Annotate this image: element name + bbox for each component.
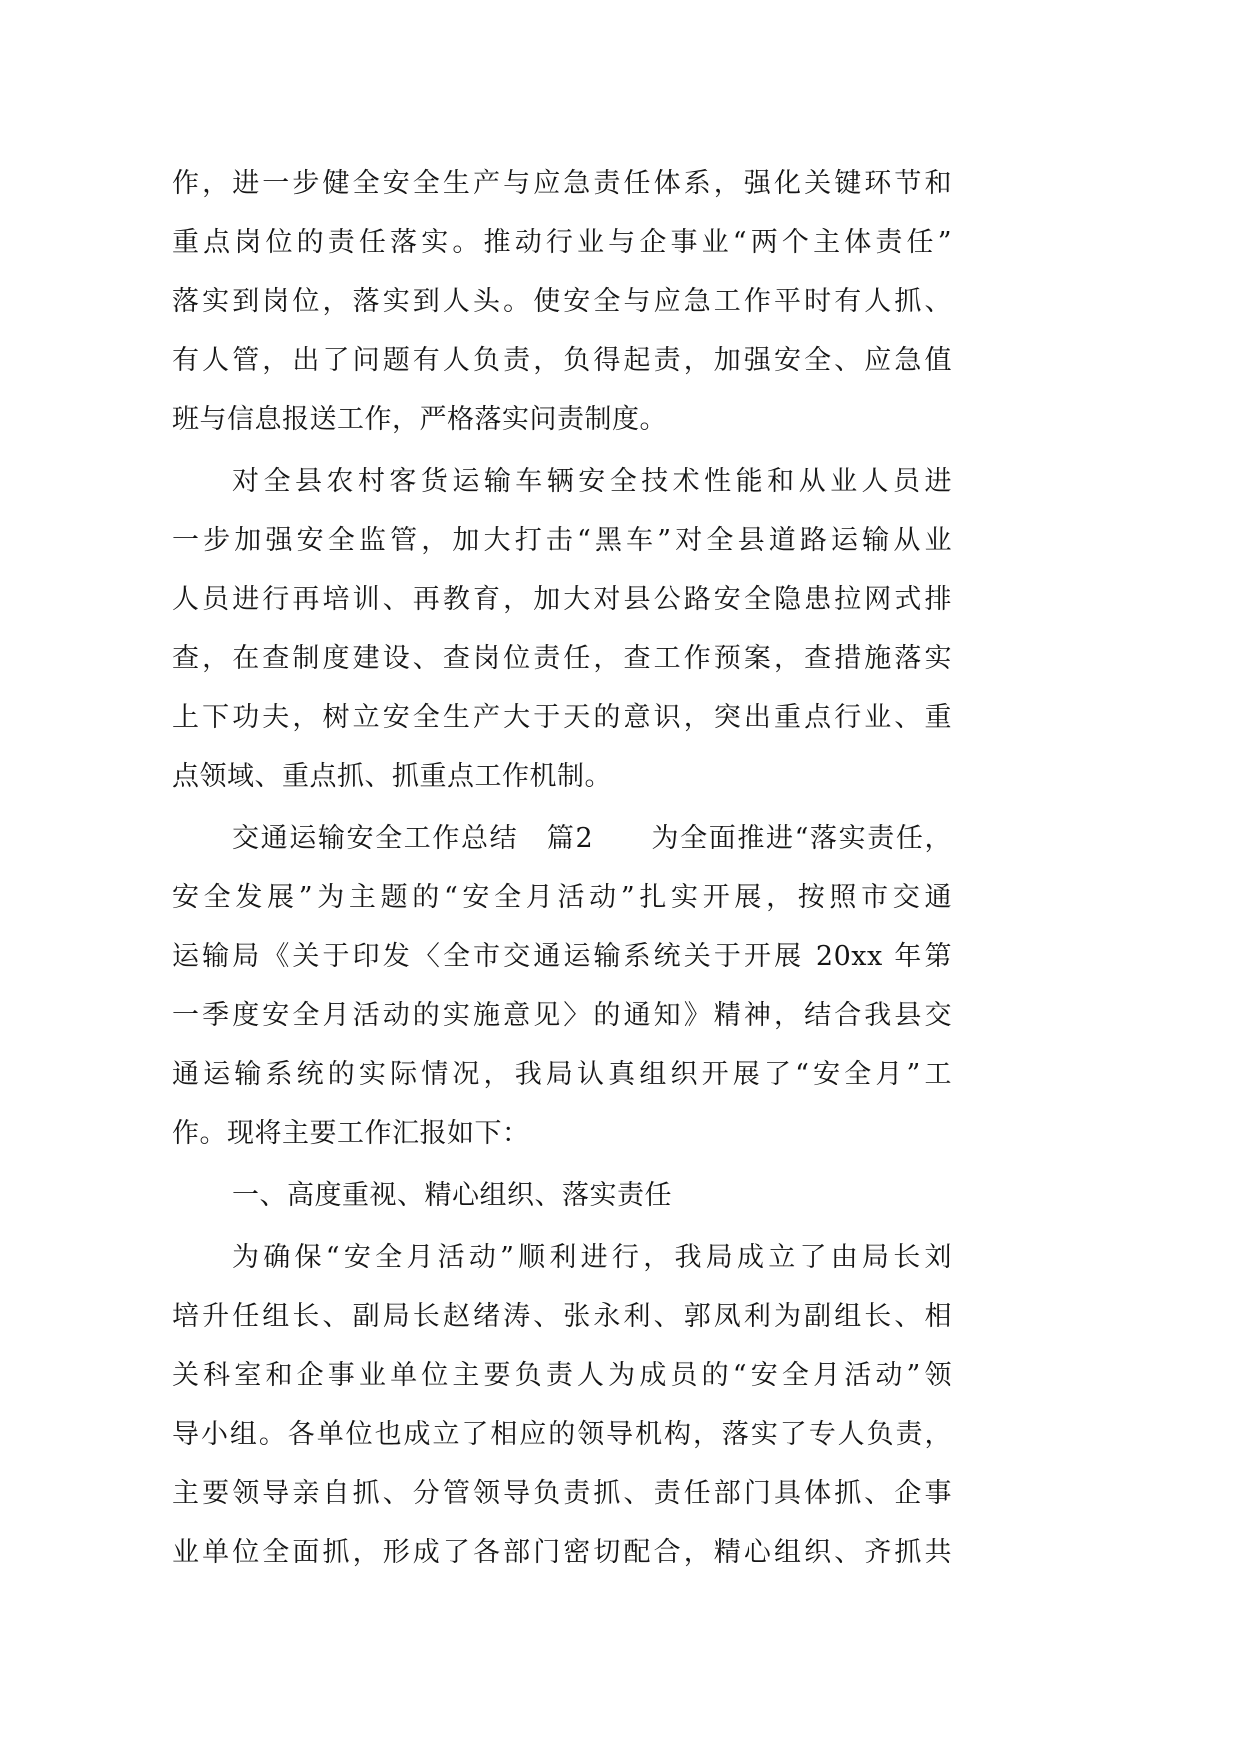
text-line: 重点岗位的责任落实。推动行业与企事业“两个主体责任”: [172, 227, 952, 258]
document-body: [172, 154, 952, 1582]
text-line: 人员进行再培训、再教育，加大对县公路安全隐患拉网式排: [172, 584, 952, 615]
text-line: 主要领导亲自抓、分管领导负责抓、责任部门具体抓、企事: [172, 1478, 952, 1509]
text-line: 业单位全面抓，形成了各部门密切配合，精心组织、齐抓共: [172, 1537, 952, 1568]
text-line: 为确保“安全月活动”顺利进行，我局成立了由局长刘: [232, 1242, 952, 1273]
paragraph: [172, 809, 952, 1163]
paragraph: [172, 452, 952, 806]
text-line: 对全县农村客货运输车辆安全技术性能和从业人员进: [232, 466, 952, 497]
text-line: 导小组。各单位也成立了相应的领导机构，落实了专人负责，: [172, 1419, 952, 1450]
text-line: 交通运输安全工作总结 篇2 为全面推进“落实责任，: [232, 823, 952, 854]
text-line: 作，进一步健全安全生产与应急责任体系，强化关键环节和: [172, 168, 952, 199]
section-heading-text: 一、高度重视、精心组织、落实责任: [232, 1180, 672, 1211]
text-line: 点领域、重点抓、抓重点工作机制。: [172, 761, 612, 792]
text-line: 作。现将主要工作汇报如下：: [172, 1118, 530, 1149]
text-line: 培升任组长、副局长赵绪涛、张永利、郭凤利为副组长、相: [172, 1301, 952, 1332]
text-line: 查，在查制度建设、查岗位责任，查工作预案，查措施落实: [172, 643, 952, 674]
text-line: 落实到岗位，落实到人头。使安全与应急工作平时有人抓、: [172, 286, 952, 317]
paragraph: [172, 1228, 952, 1582]
text-line: 班与信息报送工作，严格落实问责制度。: [172, 404, 667, 435]
text-line: 安全发展”为主题的“安全月活动”扎实开展，按照市交通: [172, 882, 952, 913]
text-line: 一季度安全月活动的实施意见〉的通知》精神，结合我县交: [172, 1000, 952, 1031]
text-line: 一步加强安全监管，加大打击“黑车”对全县道路运输从业: [172, 525, 952, 556]
paragraph: [172, 154, 952, 449]
text-line: 关科室和企事业单位主要负责人为成员的“安全月活动”领: [172, 1360, 952, 1391]
text-line: 通运输系统的实际情况，我局认真组织开展了“安全月”工: [172, 1059, 952, 1090]
text-line: 上下功夫，树立安全生产大于天的意识，突出重点行业、重: [172, 702, 952, 733]
section-heading: [172, 1166, 952, 1225]
text-line: 运输局《关于印发〈全市交通运输系统关于开展 20xx 年第: [172, 941, 952, 972]
text-line: 有人管，出了问题有人负责，负得起责，加强安全、应急值: [172, 345, 952, 376]
